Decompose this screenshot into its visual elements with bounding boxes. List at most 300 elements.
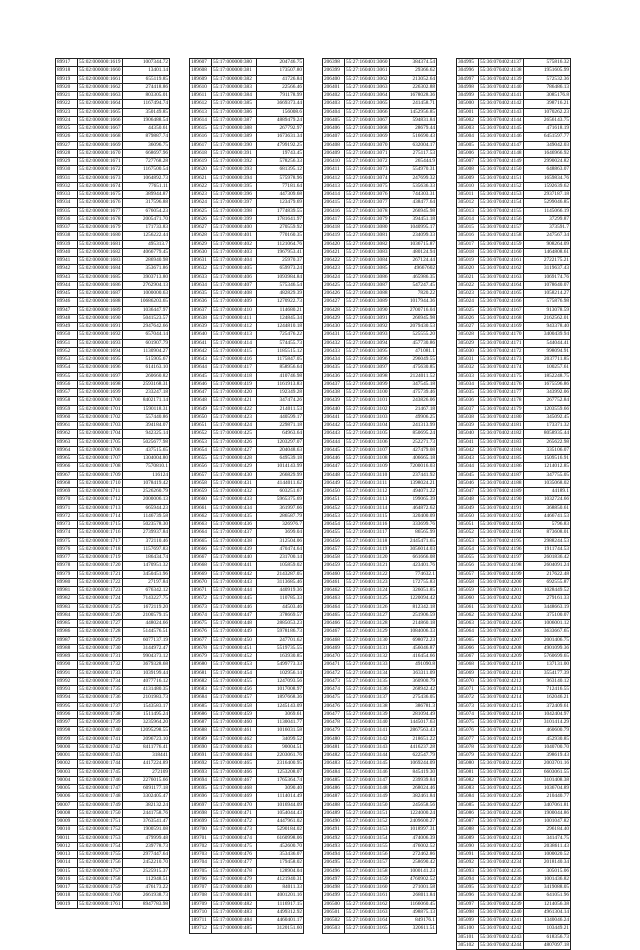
table-row	[323, 900, 437, 908]
row-number-cell: 89934	[56, 199, 78, 207]
row-number-cell: 189708	[190, 892, 212, 900]
cadastral-number-cell: 55:17:000000:407	[212, 281, 257, 289]
value-cell: 128904.04	[257, 867, 304, 875]
value-cell: 494071.22	[390, 488, 437, 496]
cadastral-number-cell: 55:17:000000:386	[212, 108, 257, 116]
value-cell: 4466741.53	[524, 512, 571, 520]
row-number-cell: 305088	[457, 826, 479, 834]
table-row	[323, 719, 437, 727]
cadastral-number-cell: 55:27:160401:3154	[346, 834, 388, 841]
row-number-cell: 305002	[457, 116, 479, 124]
cadastral-number-cell: 55:36:070402:4184	[480, 446, 522, 453]
table-row	[323, 826, 437, 834]
row-number-cell: 89964	[56, 446, 78, 454]
row-number-cell: 206478	[323, 719, 345, 727]
row-number-cell: 305026	[457, 314, 479, 322]
cadastral-number-cell: 55:27:160401:3160	[346, 884, 388, 890]
table-row	[56, 182, 170, 190]
row-number-cell: 305036	[457, 397, 479, 405]
row-number-cell: 206421	[323, 248, 345, 256]
cadastral-number-cell: 55:02:000000:1675	[79, 191, 121, 197]
row-number-cell: 206496	[323, 867, 345, 875]
table-row	[457, 314, 571, 322]
value-cell: 5499773.33	[257, 661, 304, 669]
cadastral-number-cell: 55:17:000000:433	[212, 496, 257, 504]
value-cell: 1006001.12	[524, 620, 571, 628]
value-cell: 6603061.55	[524, 768, 571, 776]
cadastral-number-cell: 55:36:070402:4197	[480, 554, 522, 560]
value-cell: 2762904.13	[123, 281, 170, 289]
table-row	[190, 108, 304, 116]
cadastral-number-cell: 55:27:160401:3128	[346, 620, 388, 626]
row-number-cell: 206468	[323, 636, 345, 644]
row-number-cell: 189673	[190, 603, 212, 611]
row-number-cell: 189607	[190, 59, 212, 67]
value-cell: 572532.36	[524, 75, 571, 83]
value-cell: 305015.06	[524, 867, 571, 875]
value-cell: 3699.04	[257, 529, 304, 537]
row-number-cell: 189642	[190, 347, 212, 355]
cadastral-number-cell: 55:02:000000:1667	[79, 125, 121, 131]
value-cell: 575978.96	[257, 174, 304, 182]
value-cell: 1054044.43	[257, 809, 304, 817]
cadastral-number-cell: 55:36:070402:4199	[480, 570, 522, 577]
row-number-cell: 206475	[323, 694, 345, 702]
cadastral-number-cell: 55:17:000000:397	[212, 199, 257, 207]
table-row	[190, 166, 304, 174]
cadastral-number-cell: 55:17:000000:382	[212, 75, 257, 83]
cadastral-number-cell: 55:17:000000:424	[212, 422, 257, 430]
cadastral-number-cell: 55:36:070402:4201	[480, 587, 522, 593]
row-number-cell: 89927	[56, 141, 78, 149]
value-cell: 286940.98	[123, 257, 170, 265]
table-row	[56, 248, 170, 256]
value-cell: 1543583.17	[123, 702, 170, 710]
value-cell: 858956.64	[257, 364, 304, 372]
row-number-cell: 189647	[190, 389, 212, 397]
row-number-cell: 189630	[190, 248, 212, 256]
value-cell: 1185515.12	[257, 347, 304, 355]
table-row	[457, 92, 571, 100]
cadastral-number-cell: 55:17:000000:464	[212, 752, 257, 760]
table-row	[457, 67, 571, 75]
row-number-cell: 206437	[323, 380, 345, 388]
table-row	[323, 653, 437, 661]
row-number-cell: 206481	[323, 743, 345, 751]
row-number-cell: 89973	[56, 521, 78, 529]
row-number-cell: 89926	[56, 133, 78, 141]
value-cell: 1214012.85	[524, 463, 571, 471]
table-row	[323, 215, 437, 223]
row-number-cell: 305079	[457, 752, 479, 760]
value-cell: 3101408.38	[524, 776, 571, 784]
cadastral-number-cell: 55:27:160401:3113	[345, 496, 390, 504]
cadastral-number-cell: 55:36:070402:4164	[480, 281, 522, 288]
cadastral-number-cell: 55:27:160401:3079	[346, 215, 388, 222]
row-number-cell: 189625	[190, 207, 212, 215]
table-row	[190, 323, 304, 331]
row-number-cell: 206467	[323, 628, 345, 636]
value-cell: 998094.91	[524, 347, 571, 355]
table-row	[190, 59, 304, 67]
cadastral-number-cell: 55:02:000000:1719	[79, 554, 121, 560]
cadastral-number-cell: 55:17:000000:478	[212, 867, 257, 875]
table-row	[56, 859, 170, 867]
value-cell: 110785.33	[257, 595, 304, 603]
cadastral-number-cell: 55:17:000000:414	[212, 339, 257, 347]
row-number-cell: 189620	[190, 166, 212, 174]
cadastral-number-cell: 55:17:000000:450	[212, 636, 257, 644]
value-cell: 41726.84	[257, 75, 304, 83]
cadastral-number-cell: 55:02:000000:1711	[78, 488, 123, 496]
row-number-cell: 305086	[457, 809, 479, 817]
cadastral-number-cell: 55:36:070402:4240	[480, 908, 522, 915]
cadastral-number-cell: 55:36:070402:4193	[480, 521, 522, 527]
row-number-cell: 189614	[190, 116, 212, 124]
cadastral-number-cell: 55:17:000000:429	[212, 463, 257, 471]
cadastral-number-cell: 55:02:000000:1735	[79, 686, 121, 692]
value-cell: 265622.98	[524, 438, 571, 446]
table-row	[323, 851, 437, 859]
value-cell: 1084006.33	[390, 628, 437, 636]
table-row	[190, 801, 304, 809]
value-cell: 3763541.47	[123, 818, 170, 826]
row-number-cell: 305006	[457, 149, 479, 157]
row-number-cell: 206424	[323, 273, 345, 281]
cadastral-number-cell: 55:02:000000:1705	[79, 438, 121, 445]
cadastral-number-cell: 55:27:160401:3063	[346, 83, 388, 90]
cadastral-number-cell: 55:27:160401:3114	[345, 504, 390, 512]
cadastral-number-cell: 55:17:000000:461	[212, 727, 257, 735]
value-cell: 333699.76	[390, 521, 437, 529]
table-row	[323, 397, 437, 405]
cadastral-number-cell: 55:27:160401:3136	[346, 686, 388, 692]
cadastral-number-cell: 55:27:160401:3140	[346, 719, 388, 725]
cadastral-number-cell: 55:02:000000:1731	[79, 653, 121, 659]
row-number-cell: 89919	[56, 75, 78, 83]
cadastral-number-cell: 55:17:000000:381	[212, 67, 257, 75]
row-number-cell: 89923	[56, 108, 78, 116]
value-cell: 4416237.28	[390, 743, 437, 751]
cadastral-number-cell: 55:17:000000:384	[212, 92, 257, 100]
table-row	[56, 100, 170, 108]
value-cell: 618356.73	[524, 933, 571, 941]
value-cell: 1911744.53	[524, 545, 571, 553]
row-number-cell: 206441	[323, 413, 345, 421]
table-row	[56, 339, 170, 347]
table-row	[457, 512, 571, 520]
row-number-cell: 89996	[56, 710, 78, 718]
cadastral-number-cell: 55:02:000000:1732	[79, 661, 121, 668]
table-row	[190, 834, 304, 842]
value-cell: 199065.39	[390, 496, 437, 504]
row-number-cell: 206453	[323, 512, 345, 520]
row-number-cell: 305028	[457, 331, 479, 339]
cadastral-number-cell: 55:02:000000:1760	[79, 892, 121, 899]
table-row	[56, 562, 170, 570]
value-cell: 318441	[123, 752, 170, 760]
table-row	[457, 224, 571, 232]
row-number-cell: 206483	[323, 760, 345, 768]
row-number-cell: 206494	[323, 851, 345, 859]
row-number-cell: 90009	[56, 818, 78, 826]
row-number-cell: 305053	[457, 537, 479, 545]
table-row	[457, 702, 571, 710]
value-cell: 3903713.80	[123, 273, 170, 281]
table-row	[190, 257, 304, 265]
table-row	[457, 719, 571, 727]
value-cell: 1445017.63	[390, 719, 437, 727]
table-row	[457, 570, 571, 578]
table-row	[190, 768, 304, 776]
cadastral-number-cell: 55:17:000000:394	[212, 174, 257, 182]
cadastral-number-cell: 55:36:070402:4239	[480, 900, 522, 907]
row-number-cell: 189664	[190, 529, 212, 537]
table-row	[190, 100, 304, 108]
cadastral-number-cell: 55:02:000000:1699	[79, 389, 121, 395]
row-number-cell: 189684	[190, 694, 212, 702]
cadastral-number-cell: 55:27:160401:3152	[346, 818, 388, 824]
cadastral-number-cell: 55:36:070402:4153	[480, 191, 522, 197]
value-cell: 44350.61	[123, 125, 170, 133]
table-row	[190, 859, 304, 867]
value-cell: 1224000.24	[390, 809, 437, 817]
row-number-cell: 305050	[457, 512, 479, 520]
cadastral-number-cell: 55:17:000000:432	[212, 488, 257, 496]
cadastral-number-cell: 55:27:160401:3065	[346, 100, 388, 107]
cadastral-number-cell: 55:17:000000:387	[212, 116, 257, 124]
value-cell: 245658.56	[390, 801, 437, 809]
row-number-cell: 89928	[56, 149, 78, 157]
row-number-cell: 206444	[323, 438, 345, 446]
row-number-cell: 189650	[190, 413, 212, 421]
value-cell: 389944.87	[123, 191, 170, 199]
table-row	[457, 158, 571, 166]
value-cell: 172755.83	[390, 578, 437, 586]
row-number-cell: 89998	[56, 727, 78, 735]
table-row	[323, 504, 437, 512]
row-number-cell: 305004	[457, 133, 479, 141]
value-cell: 347474.26	[257, 397, 304, 405]
cadastral-number-cell: 55:27:160401:3150	[346, 801, 388, 808]
table-row	[190, 809, 304, 817]
table-row	[323, 884, 437, 892]
cadastral-number-cell: 55:36:070402:4243	[480, 933, 522, 940]
row-number-cell: 305095	[457, 884, 479, 892]
value-cell: 791178.99	[257, 92, 304, 100]
value-cell: 8411776.41	[123, 743, 170, 751]
row-number-cell: 189644	[190, 364, 212, 372]
cadastral-number-cell: 55:17:000000:428	[212, 455, 257, 463]
value-cell: 465986.35	[390, 273, 437, 281]
table-row	[56, 884, 170, 892]
value-cell: 105859.02	[257, 562, 304, 570]
cadastral-number-cell: 55:27:160401:3074	[346, 174, 388, 181]
value-cell: 347755.05	[524, 471, 571, 479]
value-cell: 3235964.20	[123, 719, 170, 727]
row-number-cell: 305008	[457, 166, 479, 174]
table-row	[323, 405, 437, 413]
table-row	[457, 504, 571, 512]
cadastral-number-cell: 55:27:160401:3111	[345, 479, 390, 487]
row-number-cell: 305034	[457, 380, 479, 388]
value-cell: 363311.09	[390, 669, 437, 677]
value-cell: 676342.12	[123, 587, 170, 595]
value-cell: 1244810.18	[257, 323, 304, 331]
value-cell: 1398024.21	[390, 479, 437, 487]
row-number-cell: 206502	[323, 917, 345, 925]
table-row	[457, 281, 571, 289]
cadastral-number-cell: 55:36:070402:4202	[480, 595, 522, 602]
value-cell: 1032724.66	[524, 496, 571, 504]
value-cell: 676054.23	[123, 207, 170, 215]
row-number-cell: 89975	[56, 537, 78, 545]
table-row	[323, 83, 437, 91]
table-row	[323, 611, 437, 619]
row-number-cell: 206426	[323, 290, 345, 298]
table-row	[323, 776, 437, 784]
cadastral-number-cell: 55:27:160401:3095	[346, 347, 388, 354]
value-cell: 2018140.34	[524, 859, 571, 867]
table-row	[323, 925, 437, 933]
cadastral-number-cell: 55:17:000000:451	[212, 644, 257, 652]
cadastral-number-cell: 55:36:070402:4141	[480, 92, 522, 98]
cadastral-number-cell: 55:02:000000:1671	[79, 158, 121, 164]
table-row	[323, 224, 437, 232]
cadastral-number-cell: 55:17:000000:396	[212, 191, 257, 199]
cadastral-number-cell: 55:27:160401:3088	[346, 290, 388, 296]
table-row	[190, 521, 304, 529]
row-number-cell: 90013	[56, 851, 78, 859]
cadastral-number-cell: 55:17:000000:421	[212, 397, 257, 405]
cadastral-number-cell: 55:27:160401:3143	[346, 743, 388, 750]
value-cell: 1070262.23	[524, 108, 571, 116]
table-row	[323, 867, 437, 875]
cadastral-number-cell: 55:17:000000:422	[212, 405, 257, 413]
cadastral-number-cell: 55:02:000000:1681	[79, 240, 121, 247]
value-cell: 44503.46	[257, 603, 304, 611]
row-number-cell: 206457	[323, 545, 345, 553]
value-cell: 1452956.85	[390, 108, 437, 116]
row-number-cell: 305075	[457, 719, 479, 727]
table-row	[457, 83, 571, 91]
table-row	[56, 603, 170, 611]
cadastral-number-cell: 55:02:000000:1710	[79, 479, 121, 486]
row-number-cell: 89972	[56, 512, 78, 520]
cadastral-number-cell: 55:36:070402:4217	[480, 719, 522, 725]
table-row	[190, 496, 304, 504]
cadastral-number-cell: 55:17:000000:434	[212, 504, 257, 512]
cadastral-number-cell: 55:02:000000:1673	[79, 174, 121, 181]
value-cell: 100257.61	[524, 364, 571, 372]
value-cell: 2739937.84	[123, 529, 170, 537]
row-number-cell: 89965	[56, 455, 78, 463]
value-cell: 279161.33	[524, 595, 571, 603]
table-row	[323, 232, 437, 240]
row-number-cell: 305031	[457, 356, 479, 364]
table-row	[323, 521, 437, 529]
cadastral-number-cell: 55:02:000000:1744	[79, 760, 121, 767]
value-cell: 1220094.42	[390, 595, 437, 603]
table-row	[56, 298, 170, 306]
table-row	[56, 653, 170, 661]
cadastral-number-cell: 55:27:160401:3073	[346, 166, 388, 173]
table-row	[190, 158, 304, 166]
cadastral-number-cell: 55:36:070402:4224	[480, 776, 522, 783]
cadastral-number-cell: 55:17:000000:391	[212, 149, 257, 157]
value-cell: 373591.7	[524, 224, 571, 232]
value-cell: 1340046.24	[524, 917, 571, 925]
table-row	[190, 785, 304, 793]
value-cell: 2079430.53	[390, 323, 437, 331]
table-row	[457, 125, 571, 133]
cadastral-number-cell: 55:17:000000:466	[212, 768, 257, 776]
row-number-cell: 189639	[190, 323, 212, 331]
table-row	[457, 933, 571, 941]
cadastral-number-cell: 55:27:160401:3107	[346, 446, 388, 453]
value-cell: 274418.86	[123, 83, 170, 91]
row-number-cell: 206472	[323, 669, 345, 677]
table-row	[190, 554, 304, 562]
row-number-cell: 89930	[56, 166, 78, 174]
cadastral-number-cell: 55:36:070402:4165	[480, 290, 522, 296]
table-row	[457, 149, 571, 157]
value-cell: 1016944.09	[257, 801, 304, 809]
row-number-cell: 89994	[56, 694, 78, 702]
table-row	[56, 397, 170, 405]
table-column-1	[55, 58, 170, 909]
table-row	[56, 537, 170, 545]
cadastral-number-cell: 55:02:000000:1718	[79, 545, 121, 552]
cadastral-number-cell: 55:36:070402:4162	[480, 265, 522, 272]
value-cell: 3101414.29	[524, 719, 571, 727]
row-number-cell: 305094	[457, 875, 479, 883]
table-row	[457, 611, 571, 619]
value-cell: 2656143.75	[524, 116, 571, 124]
cadastral-number-cell: 55:17:000000:398	[212, 207, 257, 215]
row-number-cell: 206493	[323, 842, 345, 850]
value-cell: 1114014.49	[257, 793, 304, 801]
value-cell: 1017008.97	[257, 686, 304, 694]
table-row	[323, 587, 437, 595]
value-cell: 498875.13	[390, 908, 437, 916]
value-cell: 286587.79	[257, 512, 304, 520]
table-row	[56, 842, 170, 850]
row-number-cell: 206422	[323, 257, 345, 265]
value-cell: 1058214.27	[524, 290, 571, 298]
value-cell: 457730.86	[390, 339, 437, 347]
value-cell: 5144576.51	[123, 628, 170, 636]
cadastral-number-cell: 55:36:070402:4167	[480, 306, 522, 313]
table-row	[323, 331, 437, 339]
cadastral-number-cell: 55:02:000000:1761	[79, 900, 121, 907]
cadastral-number-cell: 55:02:000000:1688	[79, 298, 121, 305]
table-row	[190, 413, 304, 421]
table-row	[457, 801, 571, 809]
table-row	[457, 182, 571, 190]
row-number-cell: 189694	[190, 776, 212, 784]
table-row	[323, 323, 437, 331]
value-cell: 1270922.73	[257, 298, 304, 306]
value-cell: 162046.21	[524, 694, 571, 702]
row-number-cell: 305001	[457, 108, 479, 116]
value-cell: 1245143.09	[257, 702, 304, 710]
cadastral-number-cell: 55:36:070402:4198	[480, 562, 522, 569]
value-cell: 29366.62	[390, 67, 437, 75]
row-number-cell: 305083	[457, 785, 479, 793]
ledger-table	[322, 58, 437, 934]
value-cell: 27197.84	[123, 578, 170, 586]
